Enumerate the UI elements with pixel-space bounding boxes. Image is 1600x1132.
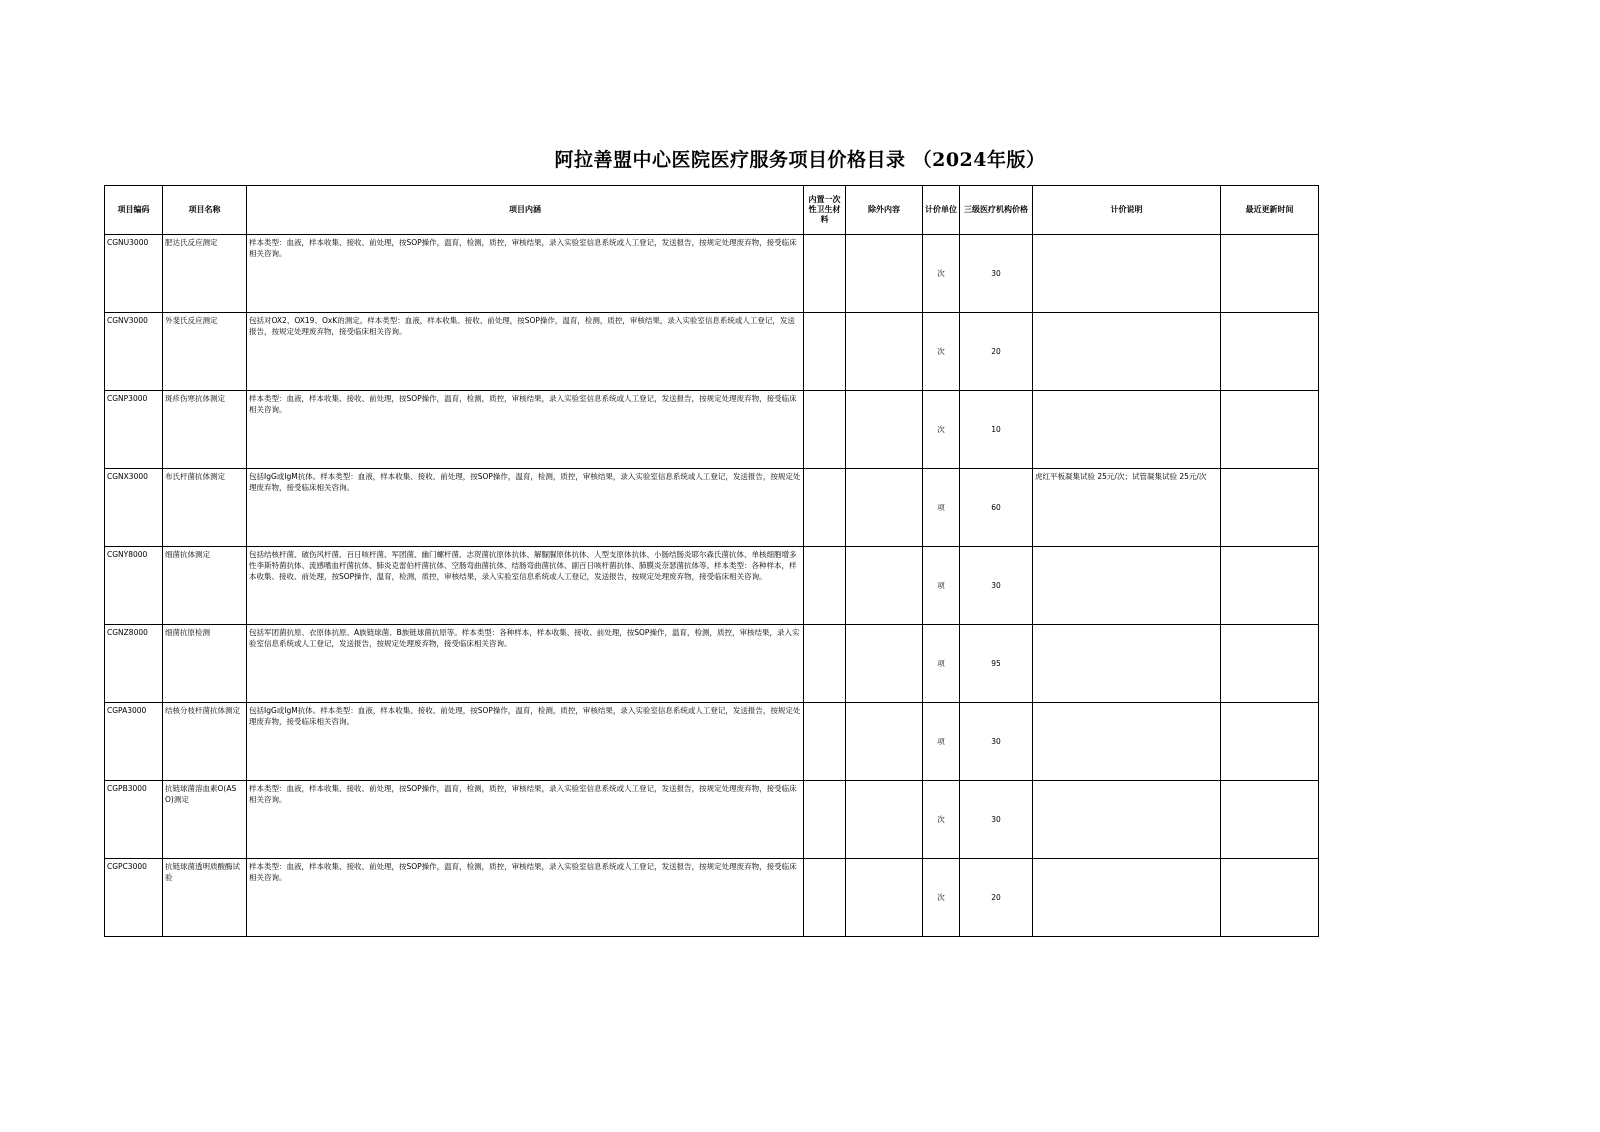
table-row [105,781,1319,859]
header-updated: 最近更新时间 [1221,186,1319,235]
cell-notes [1033,703,1221,781]
cell-notes [1033,859,1221,937]
cell-consumables [804,781,846,859]
cell-unit: 项 [923,547,960,625]
header-content: 项目内涵 [247,186,804,235]
cell-excluded [846,313,923,391]
cell-updated [1221,547,1319,625]
cell-code: CGNZ8000 [105,625,163,703]
cell-updated [1221,859,1319,937]
cell-price: 10 [960,391,1033,469]
cell-notes: 虎红平板凝集试验 25元/次；试管凝集试验 25元/次 [1033,469,1221,547]
cell-unit: 次 [923,235,960,313]
cell-excluded [846,781,923,859]
cell-consumables [804,469,846,547]
cell-price: 30 [960,781,1033,859]
cell-consumables [804,235,846,313]
cell-excluded [846,235,923,313]
header-consumables: 内置一次性卫生材料 [804,186,846,235]
cell-content: 样本类型：血液，样本收集、接收、前处理，按SOP操作，温育，检测，质控，审核结果，录入实验室信息系统或人工登记，发送报告，按规定处理废弃物，接受临床相关咨询。 [247,859,804,937]
cell-code: CGNX3000 [105,469,163,547]
table-row [105,469,1319,547]
cell-consumables [804,391,846,469]
cell-unit: 次 [923,313,960,391]
cell-updated [1221,703,1319,781]
cell-notes [1033,547,1221,625]
cell-consumables [804,703,846,781]
cell-updated [1221,625,1319,703]
cell-content: 包括IgG或IgM抗体。样本类型：血液，样本收集、接收、前处理，按SOP操作，温育，检测，质控，审核结果，录入实验室信息系统或人工登记，发送报告，按规定处理废弃物，接受临床相关咨询。 [247,469,804,547]
table-row [105,235,1319,313]
cell-content: 样本类型：血液，样本收集、接收、前处理，按SOP操作，温育，检测，质控，审核结果，录入实验室信息系统或人工登记，发送报告，按规定处理废弃物，接受临床相关咨询。 [247,235,804,313]
cell-notes [1033,235,1221,313]
cell-updated [1221,391,1319,469]
cell-price: 20 [960,859,1033,937]
cell-updated [1221,313,1319,391]
header-unit: 计价单位 [923,186,960,235]
cell-price: 20 [960,313,1033,391]
cell-name: 斑疹伤寒抗体测定 [163,391,247,469]
table-row [105,703,1319,781]
cell-name: 外斐氏反应测定 [163,313,247,391]
cell-content: 样本类型：血液，样本收集、接收、前处理，按SOP操作，温育，检测，质控，审核结果，录入实验室信息系统或人工登记，发送报告，按规定处理废弃物，接受临床相关咨询。 [247,781,804,859]
cell-unit: 项 [923,625,960,703]
header-code: 项目编码 [105,186,163,235]
cell-excluded [846,547,923,625]
cell-excluded [846,859,923,937]
cell-excluded [846,703,923,781]
cell-name: 肥达氏反应测定 [163,235,247,313]
cell-name: 细菌抗体测定 [163,547,247,625]
cell-code: CGPB3000 [105,781,163,859]
cell-notes [1033,391,1221,469]
table-row [105,391,1319,469]
cell-notes [1033,781,1221,859]
cell-name: 抗链球菌溶血素O(ASO)测定 [163,781,247,859]
cell-unit: 次 [923,859,960,937]
cell-price: 60 [960,469,1033,547]
cell-code: CGPA3000 [105,703,163,781]
cell-code: CGPC3000 [105,859,163,937]
cell-excluded [846,469,923,547]
cell-content: 包括结核杆菌、破伤风杆菌、百日咳杆菌、军团菌、幽门螺杆菌、志贺菌抗原体抗体、解脲脲原体抗体、人型支原体抗体、小肠结肠炎耶尔森氏菌抗体、单核细胞增多性李斯特菌抗体、流感嗜血杆菌抗体、肺炎克雷伯杆菌抗体、空肠弯曲菌抗体、结肠弯曲菌抗体、副百日咳杆菌抗体、肺膜炎奈瑟菌抗体等。样本类型：各种样本，样本收集、接收、前处理，按SOP操作，温育，检测，质控，审核结果，录入实验室信息系统或人工登记，发送报告，按规定处理废弃物，接受临床相关咨询。 [247,547,804,625]
cell-notes [1033,313,1221,391]
cell-content: 样本类型：血液，样本收集、接收、前处理，按SOP操作，温育，检测，质控，审核结果，录入实验室信息系统或人工登记，发送报告，按规定处理废弃物，接受临床相关咨询。 [247,391,804,469]
cell-code: CGNY8000 [105,547,163,625]
cell-price: 95 [960,625,1033,703]
cell-price: 30 [960,235,1033,313]
header-excluded: 除外内容 [846,186,923,235]
cell-content: 包括IgG或IgM抗体。样本类型：血液，样本收集、接收、前处理，按SOP操作，温育，检测，质控，审核结果，录入实验室信息系统或人工登记，发送报告，按规定处理废弃物，接受临床相关咨询。 [247,703,804,781]
cell-code: CGNP3000 [105,391,163,469]
cell-unit: 项 [923,703,960,781]
cell-unit: 次 [923,391,960,469]
table-header-row [105,186,1319,235]
cell-consumables [804,859,846,937]
cell-updated [1221,235,1319,313]
cell-price: 30 [960,547,1033,625]
cell-unit: 项 [923,469,960,547]
cell-unit: 次 [923,781,960,859]
cell-consumables [804,313,846,391]
cell-name: 结核分枝杆菌抗体测定 [163,703,247,781]
table-row [105,625,1319,703]
cell-name: 细菌抗原检测 [163,625,247,703]
cell-excluded [846,391,923,469]
cell-excluded [846,625,923,703]
cell-name: 布氏杆菌抗体测定 [163,469,247,547]
cell-code: CGNU3000 [105,235,163,313]
price-table [104,185,1319,937]
cell-name: 抗链球菌透明质酸酶试验 [163,859,247,937]
cell-code: CGNV3000 [105,313,163,391]
document-title: 阿拉善盟中心医院医疗服务项目价格目录 （2024年版） [554,149,1046,171]
table-row [105,547,1319,625]
cell-notes [1033,625,1221,703]
cell-consumables [804,625,846,703]
cell-consumables [804,547,846,625]
cell-updated [1221,469,1319,547]
cell-price: 30 [960,703,1033,781]
table-row [105,313,1319,391]
cell-updated [1221,781,1319,859]
cell-content: 包括军团菌抗原、衣原体抗原、A族链球菌、B族链球菌抗原等。样本类型：各种样本，样本收集、接收、前处理，按SOP操作，温育，检测，质控，审核结果，录入实验室信息系统或人工登记，发送报告，按规定处理废弃物，接受临床相关咨询。 [247,625,804,703]
header-notes: 计价说明 [1033,186,1221,235]
header-price: 三级医疗机构价格 [960,186,1033,235]
cell-content: 包括对OX2、OX19、OxK的测定。样本类型：血液，样本收集、接收、前处理，按SOP操作，温育，检测，质控，审核结果，录入实验室信息系统或人工登记，发送报告，按规定处理废弃物，接受临床相关咨询。 [247,313,804,391]
table-row [105,859,1319,937]
header-name: 项目名称 [163,186,247,235]
